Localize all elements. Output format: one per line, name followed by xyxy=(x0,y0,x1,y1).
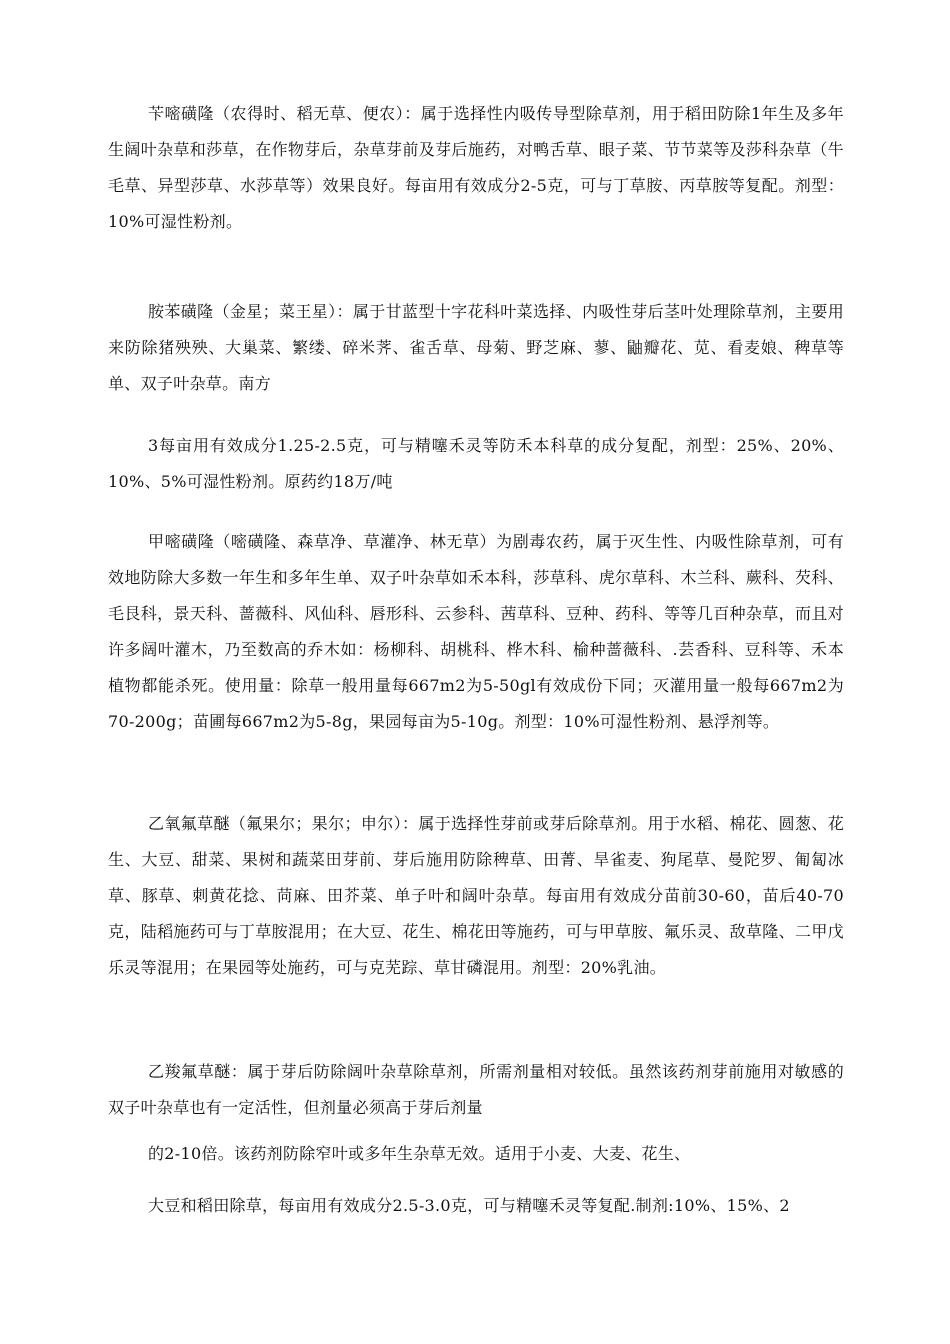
paragraph-ethametsulfuron: 胺苯磺隆（金星；菜王星）：属于甘蓝型十字花科叶菜选择、内吸性芽后茎叶处理除草剂，主要用来防除猪殃殃、大巢菜、繁缕、碎米荠、雀舌草、母菊、野芝麻、蓼、鼬瓣花、苋、看麦娘、稗草等单、双子叶杂草。南方 xyxy=(108,302,844,393)
paragraph-fluoroglycofen: 乙羧氟草醚：属于芽后防除阔叶杂草除草剂，所需剂量相对较低。虽然该药剂芽前施用对敏感的双子叶杂草也有一定活性，但剂量必须高于芽后剂量 xyxy=(108,1062,844,1117)
paragraph-oxyfluorfen: 乙氧氟草醚（氟果尔；果尔；申尔）：属于选择性芽前或芽后除草剂。用于水稻、棉花、圆葱、花生、大豆、甜菜、果树和蔬菜田芽前、芽后施用防除稗草、田菁、旱雀麦、狗尾草、曼陀罗、匍匐冰草、豚草、刺黄花捻、苘麻、田芥菜、单子叶和阔叶杂草。每亩用有效成分苗前30-60，苗后40-70克，陆稻施药可与丁草胺混用；在大豆、花生、棉花田等施药，可与甲草胺、氟乐灵、敌草隆、二甲戊乐灵等混用；在果园等处施药，可与克芜踪、草甘磷混用。剂型：20%乳油。 xyxy=(108,814,844,977)
paragraph-dosage: 3每亩用有效成分1.25-2.5克，可与精噻禾灵等防禾本科草的成分复配，剂型：25%、20%、10%、5%可湿性粉剂。原药约18万/吨 xyxy=(108,436,844,491)
paragraph-sulfometuron: 甲嘧磺隆（嘧磺隆、森草净、草灌净、林无草）为剧毒农药，属于灭生性、内吸性除草剂，可有效地防除大多数一年生和多年生单、双子叶杂草如禾本科，莎草科、虎尔草科、木兰科、蕨科、芡科、毛艮科，景天科、蔷薇科、风仙科、唇形科、云参科、茜草科、豆种、药科、等等几百种杂草，而且对许多阔叶灌木，乃至数高的乔木如：杨柳科、胡桃科、桦木科、榆种蔷薇科、.芸香科、豆科等、禾本植物都能杀死。使用量：除草一般用量每667m2为5-50gl有效成份下同；灭灌用量一般每667m2为70-200g；苗圃每667m2为5-8g，果园每亩为5-10g。剂型：10%可湿性粉剂、悬浮剂等。 xyxy=(108,532,844,731)
paragraph-continuation-2: 大豆和稻田除草，每亩用有效成分2.5-3.0克，可与精噻禾灵等复配.制剂:10%、15%、2 xyxy=(148,1196,790,1215)
paragraph-bensulfuron: 苄嘧磺隆（农得时、稻无草、便农）：属于选择性内吸传导型除草剂，用于稻田防除1年生及多年生阔叶杂草和莎草，在作物芽后，杂草芽前及芽后施药，对鸭舌草、眼子菜、节节菜等及莎科杂草（牛毛草、异型莎草、水莎草等）效果良好。每亩用有效成分2-5克，可与丁草胺、丙草胺等复配。剂型：10%可湿性粉剂。 xyxy=(108,104,844,231)
paragraph-continuation-1: 的2-10倍。该药剂防除窄叶或多年生杂草无效。适用于小麦、大麦、花生、 xyxy=(148,1144,691,1163)
